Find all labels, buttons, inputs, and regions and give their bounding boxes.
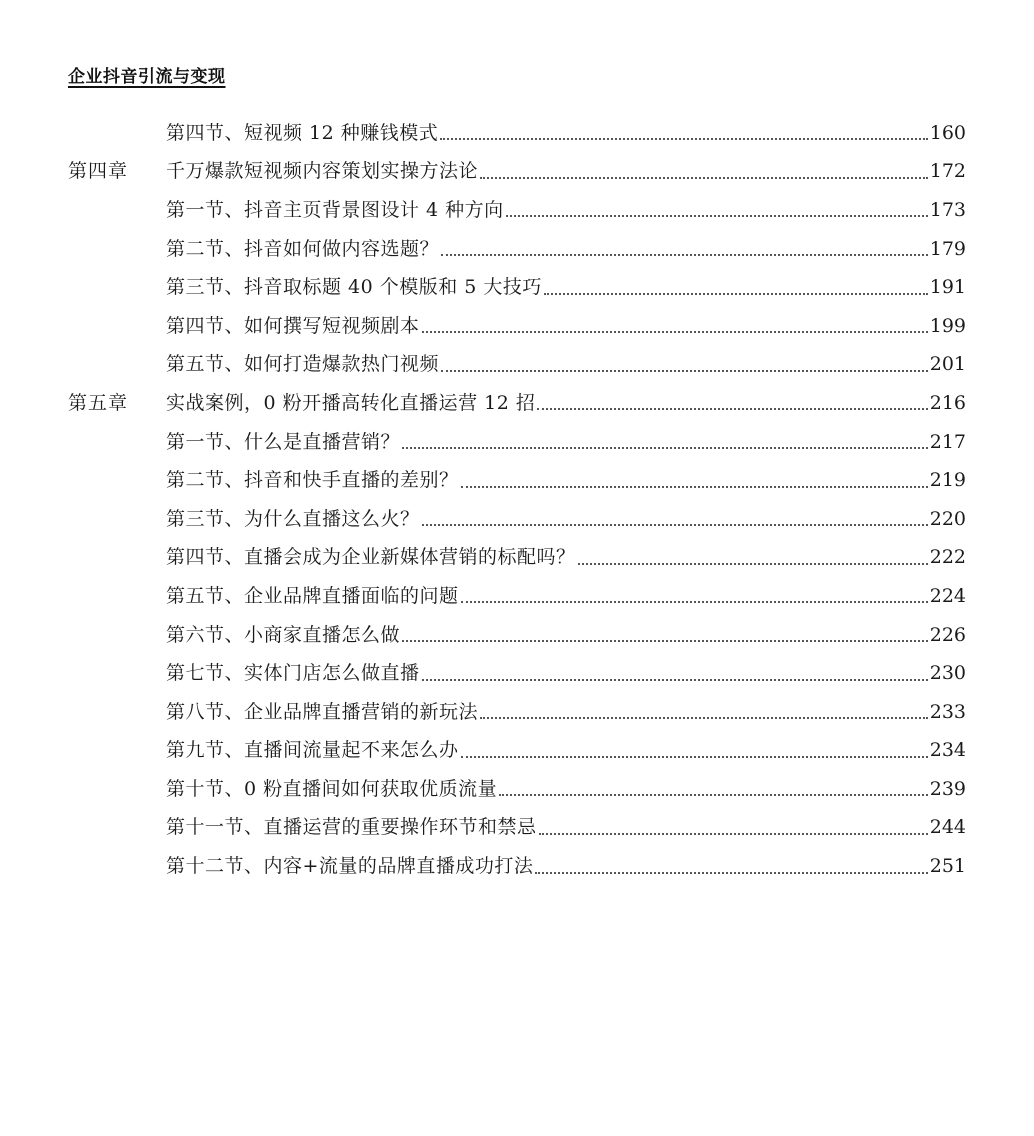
entry-title: 第三节、为什么直播这么火？ (166, 507, 420, 530)
dot-leader (539, 833, 928, 835)
dot-leader (461, 486, 928, 488)
entry-title: 第八节、企业品牌直播营销的新玩法 (166, 700, 479, 723)
dot-leader (422, 524, 928, 526)
dot-leader (402, 640, 928, 642)
toc-entry[interactable] (68, 809, 966, 848)
page-number: 160 (929, 121, 966, 144)
page-number: 239 (929, 777, 966, 800)
entry-title: 第六节、小商家直播怎么做 (166, 623, 401, 646)
toc-entry[interactable] (68, 114, 966, 153)
page-number: 226 (929, 623, 966, 646)
dot-leader (422, 331, 928, 333)
entry-title: 第五节、企业品牌直播面临的问题 (166, 584, 459, 607)
dot-leader (440, 138, 927, 140)
toc-entry[interactable] (68, 500, 966, 539)
entry-title: 第十一节、直播运营的重要操作环节和禁忌 (166, 816, 537, 839)
entry-title: 第一节、抖音主页背景图设计 4 种方向 (166, 198, 504, 221)
toc-entry[interactable] (68, 230, 966, 269)
entry-title: 第四节、直播会成为企业新媒体营销的标配吗？ (166, 546, 576, 569)
page-number: 222 (929, 546, 966, 569)
dot-leader (578, 563, 928, 565)
page-number: 219 (929, 469, 966, 492)
page-number: 216 (929, 391, 966, 414)
chapter-label: 第四章 (68, 160, 129, 183)
entry-title: 第四节、短视频 12 种赚钱模式 (166, 121, 439, 144)
toc-entry[interactable] (68, 770, 966, 809)
page-number: 191 (929, 276, 966, 299)
dot-leader (441, 254, 928, 256)
entry-title: 第十节、0 粉直播间如何获取优质流量 (166, 777, 498, 800)
page-number: 199 (929, 314, 966, 337)
entry-title: 第二节、抖音和快手直播的差别？ (166, 469, 459, 492)
entry-title: 第三节、抖音取标题 40 个模版和 5 大技巧 (166, 276, 542, 299)
dot-leader (480, 717, 928, 719)
toc-entry[interactable] (68, 693, 966, 732)
page-number: 244 (929, 816, 966, 839)
page-number: 172 (929, 160, 966, 183)
page-number: 251 (929, 855, 966, 878)
entry-title: 千万爆款短视频内容策划实操方法论 (166, 160, 479, 183)
toc-entry[interactable] (68, 153, 966, 192)
toc-entry[interactable] (68, 539, 966, 578)
dot-leader (461, 756, 928, 758)
entry-title: 第一节、什么是直播营销？ (166, 430, 401, 453)
toc-entry[interactable] (68, 616, 966, 655)
toc-entry[interactable] (68, 732, 966, 771)
dot-leader (422, 679, 928, 681)
dot-leader (544, 293, 928, 295)
entry-title: 第九节、直播间流量起不来怎么办 (166, 739, 459, 762)
toc-entry[interactable] (68, 423, 966, 462)
page-number: 220 (929, 507, 966, 530)
page-number: 230 (929, 662, 966, 685)
dot-leader (506, 215, 928, 217)
dot-leader (441, 370, 928, 372)
toc-entry[interactable] (68, 191, 966, 230)
toc-entry[interactable] (68, 268, 966, 307)
document-header-title: 企业抖音引流与变现 (68, 67, 226, 87)
entry-title: 第十二节、内容+流量的品牌直播成功打法 (166, 855, 534, 878)
toc-entry[interactable] (68, 654, 966, 693)
dot-leader (535, 872, 927, 874)
toc-entry[interactable] (68, 847, 966, 886)
dot-leader (402, 447, 928, 449)
page-number: 217 (929, 430, 966, 453)
page-number: 201 (929, 353, 966, 376)
page-number: 224 (929, 584, 966, 607)
table-of-contents (68, 114, 966, 886)
entry-title: 第七节、实体门店怎么做直播 (166, 662, 420, 685)
entry-title: 第二节、抖音如何做内容选题？ (166, 237, 440, 260)
page-number: 234 (929, 739, 966, 762)
entry-title: 实战案例，0 粉开播高转化直播运营 12 招 (166, 391, 536, 414)
page-number: 173 (929, 198, 966, 221)
dot-leader (537, 408, 927, 410)
entry-title: 第四节、如何撰写短视频剧本 (166, 314, 420, 337)
page-number: 233 (929, 700, 966, 723)
dot-leader (461, 601, 928, 603)
page-number: 179 (929, 237, 966, 260)
dot-leader (480, 177, 928, 179)
dot-leader (499, 794, 928, 796)
toc-entry[interactable] (68, 307, 966, 346)
toc-entry[interactable] (68, 577, 966, 616)
entry-title: 第五节、如何打造爆款热门视频 (166, 353, 440, 376)
chapter-label: 第五章 (68, 391, 129, 414)
toc-entry[interactable] (68, 384, 966, 423)
toc-entry[interactable] (68, 461, 966, 500)
toc-entry[interactable] (68, 346, 966, 385)
